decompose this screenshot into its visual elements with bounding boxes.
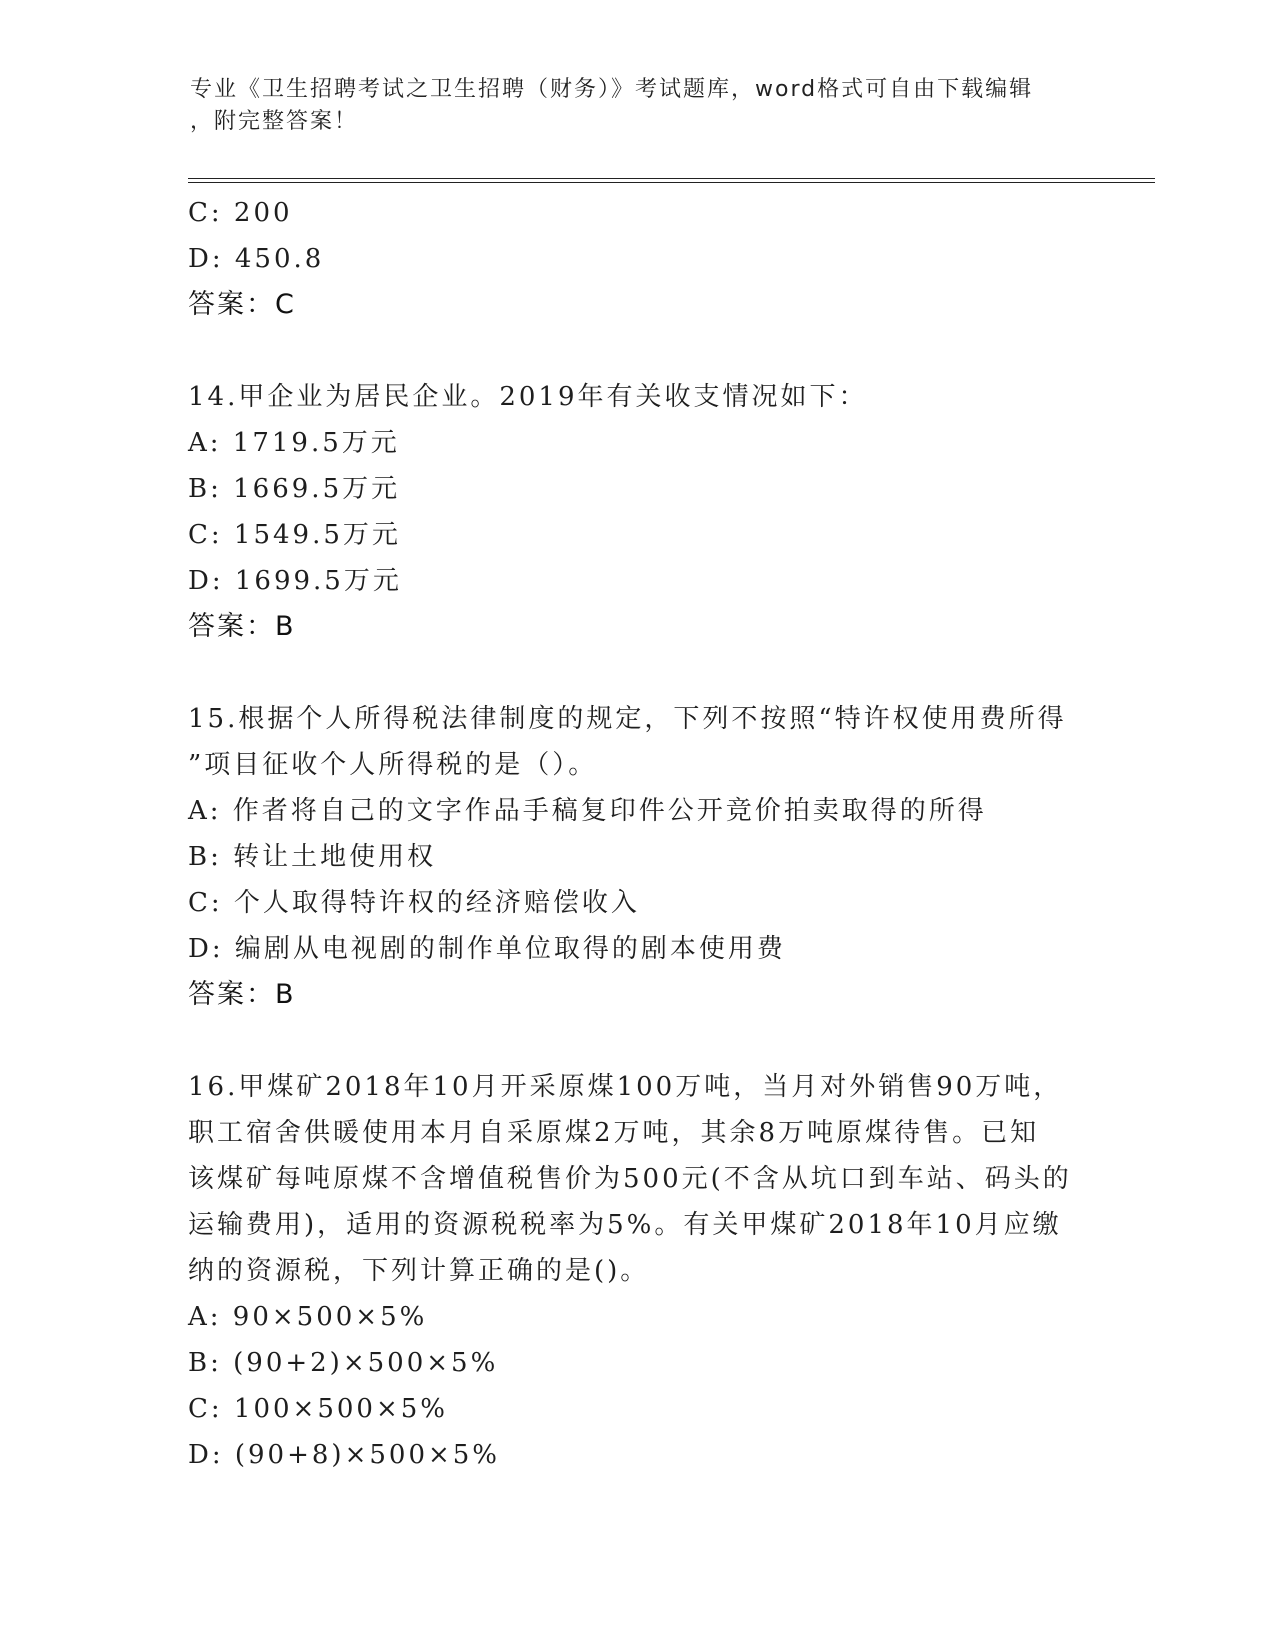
q16-stem-line-3: 该煤矿每吨原煤不含增值税售价为500元(不含从坑口到车站、码头的 [188, 1164, 1072, 1194]
q15-option-c: C: 个人取得特许权的经济赔偿收入 [188, 888, 640, 918]
document-header [190, 74, 1090, 138]
q15-option-b: B: 转让土地使用权 [188, 842, 437, 872]
q14-option-c: C: 1549.5万元 [188, 520, 401, 550]
q16-stem-line-4: 运输费用)，适用的资源税税率为5%。有关甲煤矿2018年10月应缴 [188, 1210, 1062, 1240]
q15-answer: 答案：B [188, 979, 296, 1010]
q15-stem-line-1: 15.根据个人所得税法律制度的规定，下列不按照“特许权使用费所得 [188, 704, 1067, 734]
question-14 [188, 374, 1088, 650]
header-title-line-2: ，附完整答案！ [190, 109, 359, 134]
q13-answer: 答案：C [188, 289, 296, 320]
spacer [188, 328, 1088, 374]
q13-option-d: D: 450.8 [188, 244, 325, 274]
header-title-line-1: 专业《卫生招聘考试之卫生招聘（财务）》考试题库，word格式可自由下载编辑 [190, 77, 1034, 102]
q14-answer: 答案：B [188, 611, 296, 642]
q15-option-a: A: 作者将自己的文字作品手稿复印件公开竞价拍卖取得的所得 [188, 796, 987, 826]
question-15 [188, 696, 1088, 1018]
q16-option-b: B: (90+2)×500×5% [188, 1348, 499, 1378]
q14-option-d: D: 1699.5万元 [188, 566, 402, 596]
q16-stem-line-5: 纳的资源税，下列计算正确的是()。 [188, 1256, 650, 1286]
q16-option-c: C: 100×500×5% [188, 1394, 448, 1424]
q15-stem-line-2: ”项目征收个人所得税的是（）。 [188, 750, 598, 780]
q14-option-b: B: 1669.5万元 [188, 474, 401, 504]
q13-option-c: C: 200 [188, 198, 293, 228]
spacer [188, 1018, 1088, 1064]
question-content [188, 190, 1088, 1478]
q14-option-a: A: 1719.5万元 [188, 428, 400, 458]
q16-stem-line-2: 职工宿舍供暖使用本月自采原煤2万吨，其余8万吨原煤待售。已知 [188, 1118, 1040, 1148]
q14-stem: 14.甲企业为居民企业。2019年有关收支情况如下： [188, 382, 868, 412]
header-divider-bottom [188, 182, 1155, 183]
q15-option-d: D: 编剧从电视剧的制作单位取得的剧本使用费 [188, 934, 786, 964]
q16-option-d: D: (90+8)×500×5% [188, 1440, 501, 1470]
header-divider-top [188, 178, 1155, 179]
question-16 [188, 1064, 1088, 1478]
question-13 [188, 190, 1088, 328]
q16-stem-line-1: 16.甲煤矿2018年10月开采原煤100万吨，当月对外销售90万吨， [188, 1072, 1063, 1102]
q16-option-a: A: 90×500×5% [188, 1302, 428, 1332]
spacer [188, 650, 1088, 696]
